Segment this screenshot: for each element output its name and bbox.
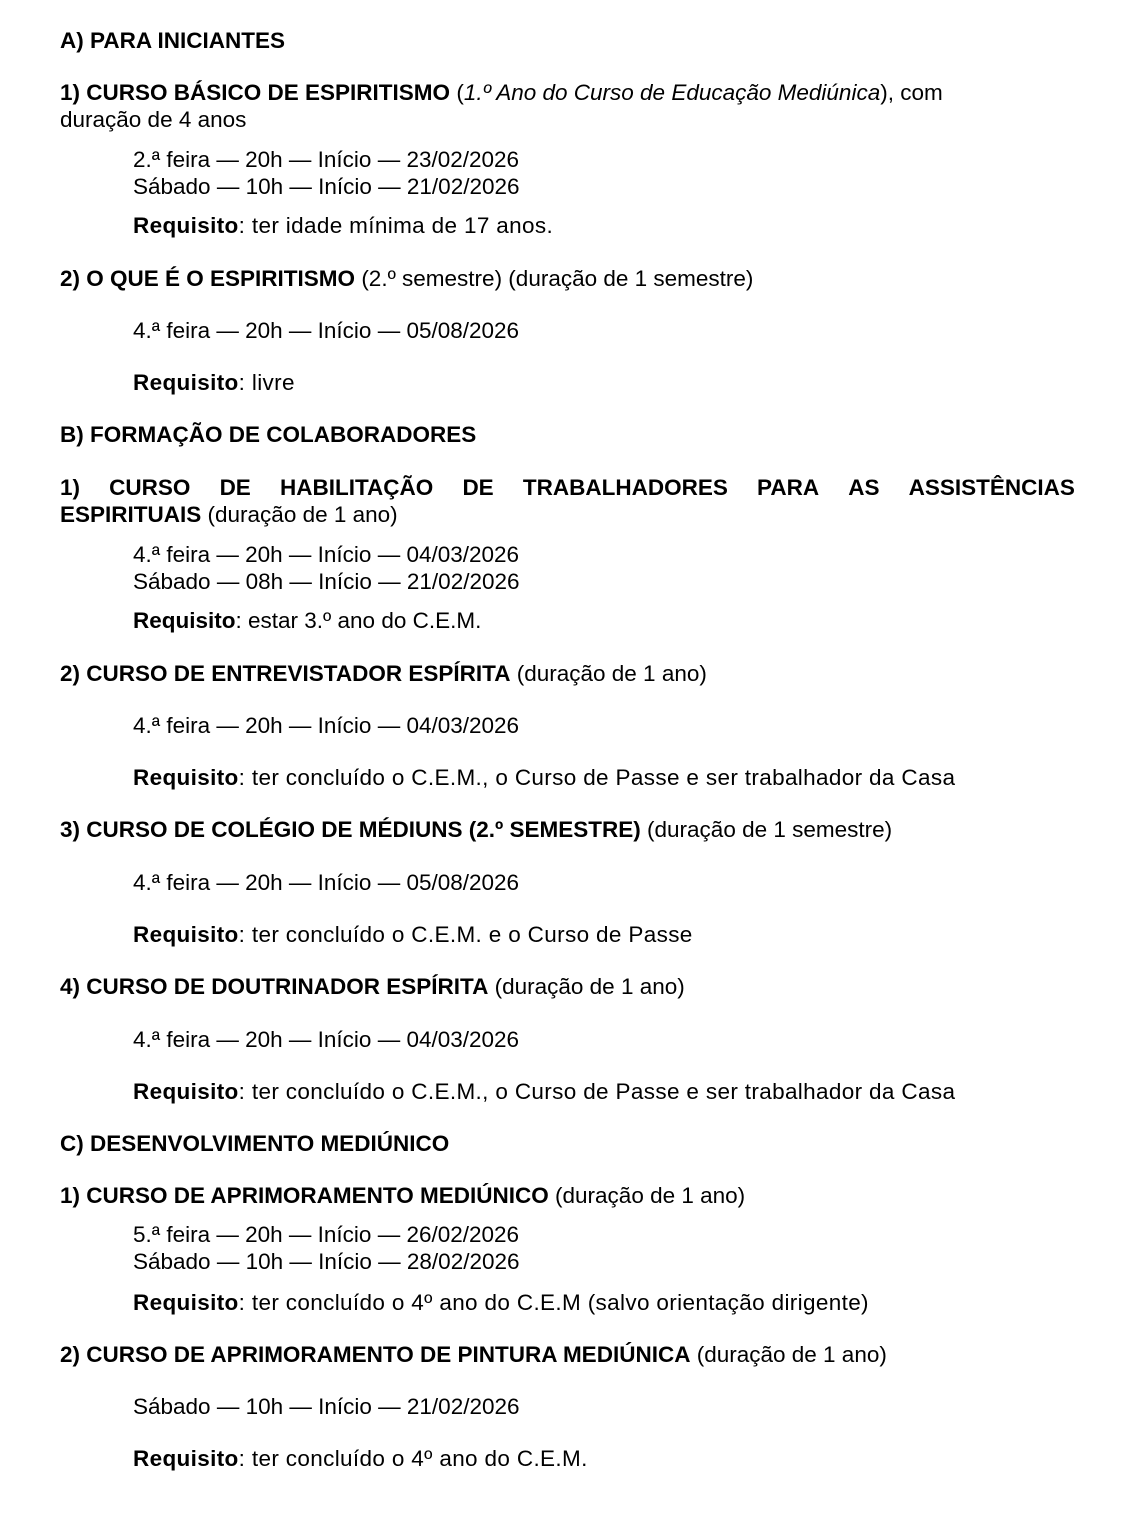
course-b1-details: (duração de 1 ano) — [201, 502, 398, 527]
course-b3-schedule-1: 4.ª feira — 20h — Início — 05/08/2026 — [133, 870, 520, 895]
requirement-label: Requisito — [133, 765, 239, 790]
title-word: PARA — [756, 475, 820, 500]
section-b-heading: B) FORMAÇÃO DE COLABORADORES — [60, 422, 477, 447]
course-a1-italic-subtitle: 1.º Ano do Curso de Educação Mediúnica — [463, 80, 881, 105]
course-b2-details: (duração de 1 ano) — [510, 661, 707, 686]
course-c2-schedule-1: Sábado — 10h — Início — 21/02/2026 — [133, 1394, 520, 1419]
course-a1-schedule-1: 2.ª feira — 20h — Início — 23/02/2026 — [133, 147, 520, 172]
course-c1-title-line — [60, 1182, 745, 1209]
course-b3-title: 3) CURSO DE COLÉGIO DE MÉDIUNS (2.º SEMESTRE) — [60, 817, 641, 842]
course-b1-requirement — [133, 607, 481, 634]
course-b4-title: 4) CURSO DE DOUTRINADOR ESPÍRITA — [60, 974, 489, 999]
course-b2-schedule-1: 4.ª feira — 20h — Início — 04/03/2026 — [133, 713, 520, 738]
course-b1-title-line-2 — [60, 501, 398, 528]
title-word: ASSISTÊNCIAS — [908, 475, 1075, 500]
requirement-text: : ter concluído o 4º ano do C.E.M (salvo orientação dirigente) — [238, 1290, 869, 1315]
requirement-text: : livre — [238, 370, 295, 395]
course-a2-title-line — [60, 265, 753, 292]
section-a-heading: A) PARA INICIANTES — [60, 28, 285, 53]
title-word: HABILITAÇÃO — [279, 475, 434, 500]
requirement-label: Requisito — [133, 608, 236, 633]
requirement-label: Requisito — [133, 1079, 239, 1104]
course-a1-title: 1) CURSO BÁSICO DE ESPIRITISMO — [60, 80, 451, 105]
course-c2-title: 2) CURSO DE APRIMORAMENTO DE PINTURA MEDIÚNICA — [60, 1342, 691, 1367]
course-c2-title-line — [60, 1341, 887, 1368]
requirement-text: : ter concluído o C.E.M. e o Curso de Passe — [238, 922, 693, 947]
course-a1-paren-close: ), com — [880, 80, 943, 105]
course-b2-title-line — [60, 660, 707, 687]
course-a1-title-group — [60, 79, 943, 106]
title-word: DE — [462, 475, 494, 500]
course-c2-requirement — [133, 1445, 588, 1472]
course-b4-title-line — [60, 973, 685, 1000]
title-word: DE — [219, 475, 251, 500]
course-b3-title-line — [60, 816, 892, 843]
course-c1-title: 1) CURSO DE APRIMORAMENTO MEDIÚNICO — [60, 1183, 549, 1208]
course-c1-details: (duração de 1 ano) — [548, 1183, 746, 1208]
course-c1-schedule-2: Sábado — 10h — Início — 28/02/2026 — [133, 1249, 520, 1274]
course-b4-requirement — [133, 1078, 955, 1105]
course-b1-title-end: ESPIRITUAIS — [60, 502, 202, 527]
title-word: 1) — [60, 475, 81, 500]
course-b1-schedule-2: Sábado — 08h — Início — 21/02/2026 — [133, 569, 520, 594]
requirement-text: : ter idade mínima de 17 anos. — [238, 213, 554, 238]
course-b1-title-line — [60, 474, 1075, 501]
course-a2-details: (2.º semestre) (duração de 1 semestre) — [355, 266, 754, 291]
course-a1-paren-open: ( — [450, 80, 464, 105]
requirement-label: Requisito — [133, 370, 239, 395]
course-c1-schedule-1: 5.ª feira — 20h — Início — 26/02/2026 — [133, 1222, 520, 1247]
course-b1-schedule-1: 4.ª feira — 20h — Início — 04/03/2026 — [133, 542, 520, 567]
course-b3-requirement — [133, 921, 693, 948]
course-a1-title-line — [60, 79, 1075, 106]
course-b4-details: (duração de 1 ano) — [488, 974, 685, 999]
title-word: AS — [848, 475, 880, 500]
requirement-label: Requisito — [133, 1290, 239, 1315]
course-b3-details: (duração de 1 semestre) — [640, 817, 893, 842]
course-a1-duration: duração de 4 anos — [60, 107, 247, 132]
course-b2-requirement — [133, 764, 955, 791]
course-b4-schedule-1: 4.ª feira — 20h — Início — 04/03/2026 — [133, 1027, 520, 1052]
requirement-text: : ter concluído o C.E.M., o Curso de Passe e ser trabalhador da Casa — [238, 1079, 956, 1104]
section-c-heading: C) DESENVOLVIMENTO MEDIÚNICO — [60, 1131, 450, 1156]
course-b2-title: 2) CURSO DE ENTREVISTADOR ESPÍRITA — [60, 661, 511, 686]
requirement-label: Requisito — [133, 213, 239, 238]
course-a1-schedule-2: Sábado — 10h — Início — 21/02/2026 — [133, 174, 520, 199]
course-a2-title: 2) O QUE É O ESPIRITISMO — [60, 266, 356, 291]
course-c1-requirement — [133, 1289, 869, 1316]
course-c2-details: (duração de 1 ano) — [690, 1342, 887, 1367]
course-a1-requirement — [133, 212, 553, 239]
requirement-label: Requisito — [133, 1446, 239, 1471]
course-a2-requirement — [133, 369, 295, 396]
requirement-text: : ter concluído o C.E.M., o Curso de Passe e ser trabalhador da Casa — [238, 765, 956, 790]
title-word: CURSO — [109, 475, 191, 500]
title-word: TRABALHADORES — [522, 475, 728, 500]
requirement-text: : ter concluído o 4º ano do C.E.M. — [238, 1446, 588, 1471]
course-a2-schedule-1: 4.ª feira — 20h — Início — 05/08/2026 — [133, 318, 520, 343]
requirement-text: : estar 3.º ano do C.E.M. — [235, 608, 482, 633]
requirement-label: Requisito — [133, 922, 239, 947]
